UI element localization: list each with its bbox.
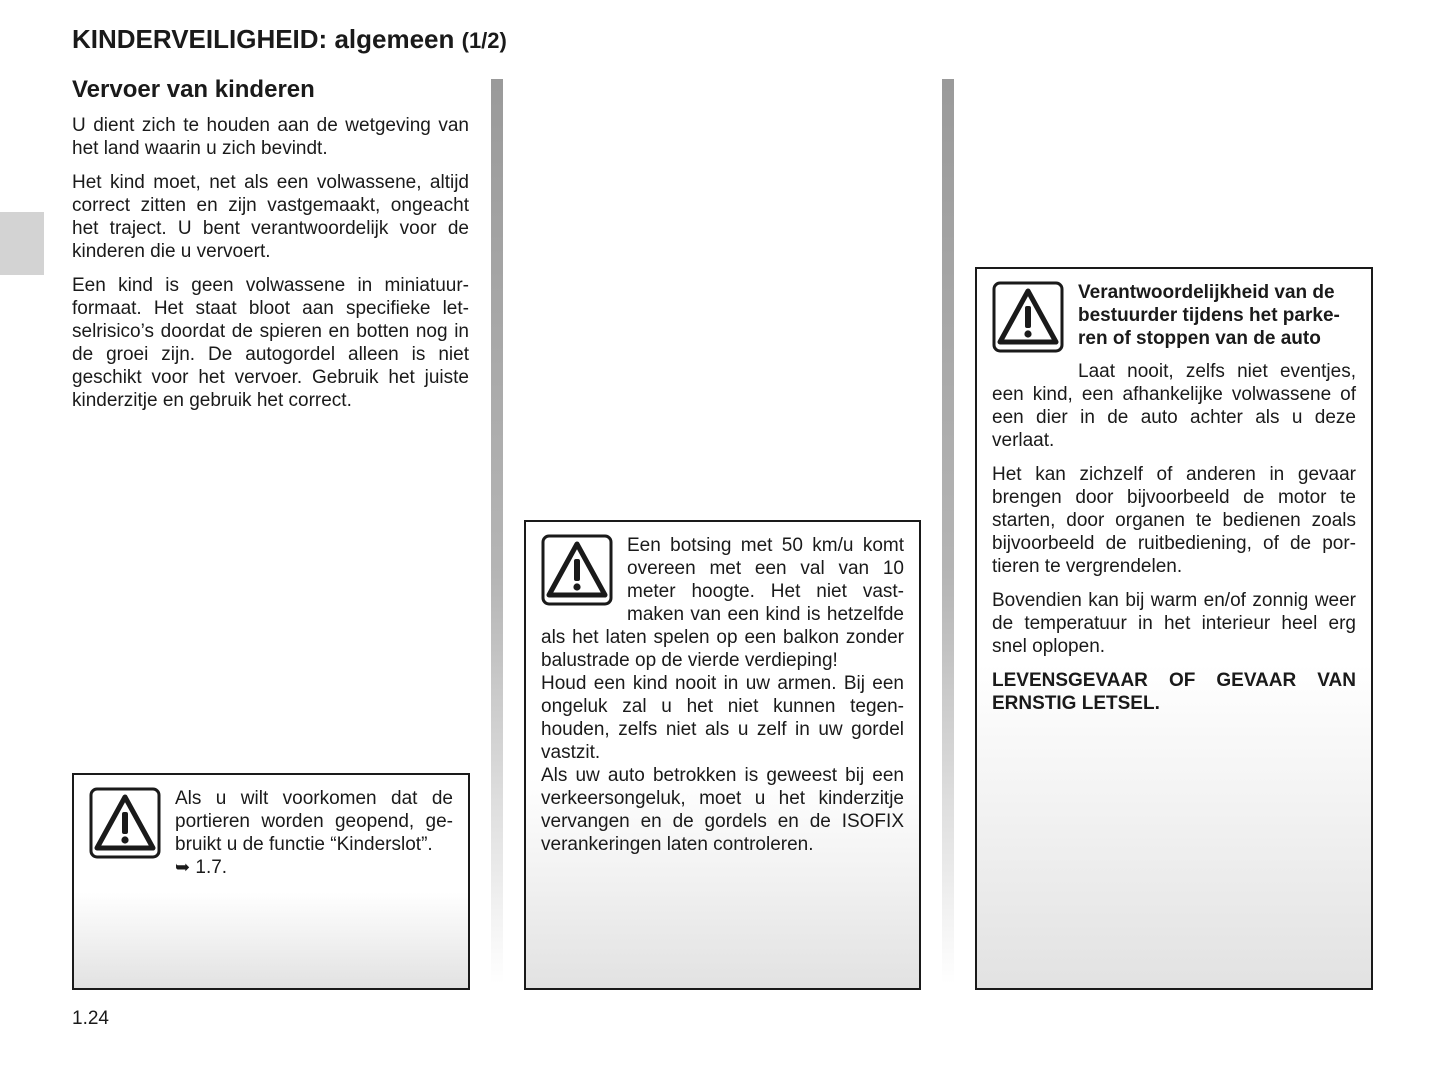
paragraph-risk: Een kind is geen volwassene in miniatuurformaat. Het staat bloot aan specifieke letselrisico’s doordat de spieren en botten nog in de groei zijn. De autogordel alleen is niet geschikt voor het vervoer. Gebruik het juiste kinderzitje en gebruik het correct.	[72, 275, 469, 411]
warning-triangle-icon	[541, 534, 613, 606]
warning-box-child-lock	[72, 773, 470, 990]
collision-paragraph-3: Als uw auto betrokken is geweest bij een verkeersongeluk, moet u het kinderzitje vervangen en de gordels en de ISOFIX verankeringen laten controleren.	[541, 765, 904, 855]
warning-triangle-icon	[992, 281, 1064, 353]
collision-paragraph-2: Houd een kind nooit in uw armen. Bij een ongeluk zal u het niet kunnen tegenhouden, zelfs niet als u zelf in uw gordel vastzit.	[541, 673, 904, 763]
paragraph-legislation: U dient zich te houden aan de wetgeving van het land waarin u zich bevindt.	[72, 115, 469, 159]
collision-paragraph-1: Een botsing met 50 km/u komt overeen met een val van 10 meter hoogte. Het niet vastmaken van een kind is hetzelfde als het laten spelen op een balkon zonder balustrade op de vierde verdieping!	[541, 535, 904, 671]
page-reference[interactable]: 1.7.	[195, 857, 228, 878]
section-heading: Vervoer van kinderen	[72, 76, 315, 103]
driver-responsibility-heading: Verantwoordelijkheid van de bestuurder tijdens het parkeren of stoppen van de auto	[1078, 282, 1340, 349]
warning-triangle-icon	[89, 787, 161, 859]
column-divider-right	[942, 79, 954, 984]
section-transport-children	[72, 76, 469, 423]
driver-paragraph-2: Het kan zichzelf of anderen in gevaar brengen door bijvoorbeeld de motor te starten, door organen te bedienen zoals bijvoorbeeld de ruitbediening, of de portieren te vergrendelen.	[992, 464, 1356, 577]
paragraph-seating: Het kind moet, net als een volwassene, altijd correct zitten en zijn vastgemaakt, ongeacht het traject. U bent verantwoordelijk voor de kinderen die u vervoert.	[72, 172, 469, 262]
page-title-part: (1/2)	[461, 28, 507, 53]
driver-danger-statement: LEVENSGEVAAR OF GEVAAR VAN ERNSTIG LETSEL.	[992, 670, 1356, 714]
warning-box-driver-responsibility	[975, 267, 1373, 990]
warning-box-collision	[524, 520, 921, 990]
chapter-side-tab	[0, 212, 44, 275]
column-divider-left	[491, 79, 503, 984]
page-number: 1.24	[72, 1008, 109, 1029]
child-lock-body: Als u wilt voorkomen dat de portieren worden geopend, gebruikt u de functie “Kinderslot”.	[175, 788, 453, 855]
page-title	[72, 24, 507, 55]
driver-paragraph-1: Laat nooit, zelfs niet eventjes, een kind, een afhankelijke volwassene of een dier in de auto achter als u deze verlaat.	[992, 361, 1356, 451]
page-reference-arrow-icon: ➥	[175, 857, 191, 877]
driver-paragraph-3: Bovendien kan bij warm en/of zonnig weer de temperatuur in het interieur heel erg snel oplopen.	[992, 590, 1356, 657]
page-title-main: KINDERVEILIGHEID: algemeen	[72, 24, 455, 54]
